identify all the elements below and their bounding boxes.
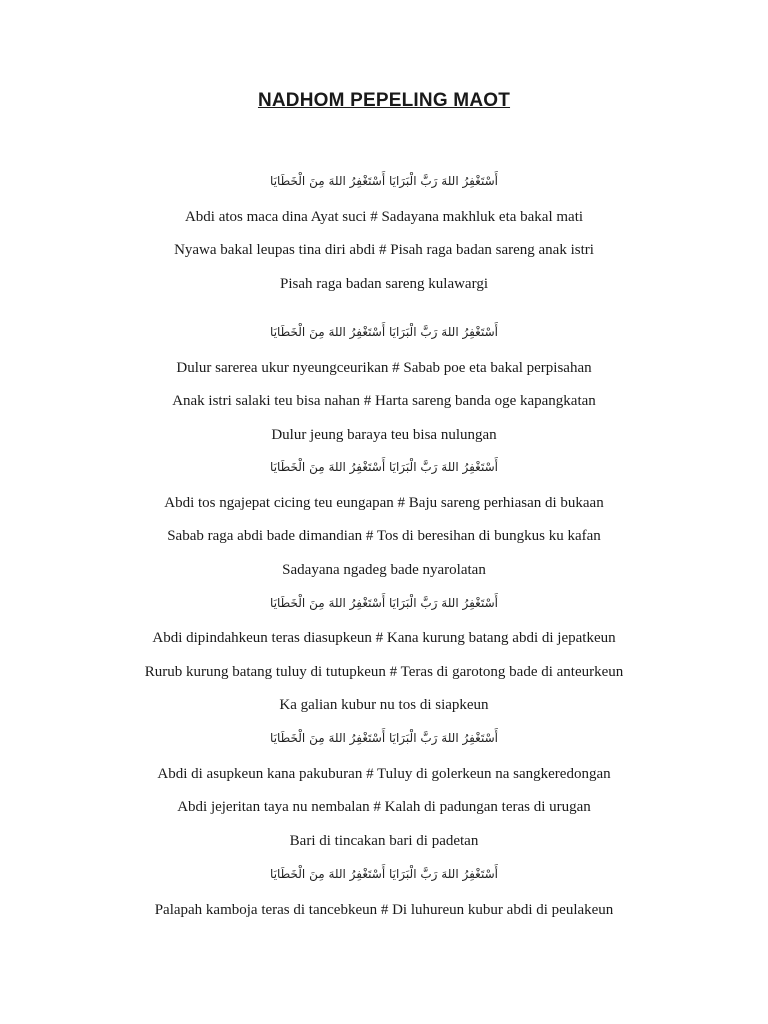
verse-line: Sadayana ngadeg bade nyarolatan xyxy=(282,562,486,578)
verse-line: Dulur jeung baraya teu bisa nulungan xyxy=(271,427,497,443)
arabic-refrain: أَسْتَغْفِرُ اللهَ رَبَّ الْبَرَايَا أَسْتَغْفِرُ اللهَ مِنَ الْخَطَايَا xyxy=(270,596,498,610)
verse-line: Abdi di asupkeun kana pakuburan # Tuluy di golerkeun na sangkeredongan xyxy=(157,766,611,782)
verse-line: Nyawa bakal leupas tina diri abdi # Pisah raga badan sareng anak istri xyxy=(174,242,594,258)
verse-line: Rurub kurung batang tuluy di tutupkeun # Teras di garotong bade di anteurkeun xyxy=(144,664,624,680)
arabic-refrain: أَسْتَغْفِرُ اللهَ رَبَّ الْبَرَايَا أَسْتَغْفِرُ اللهَ مِنَ الْخَطَايَا xyxy=(270,325,498,339)
verse-line: Ka galian kubur nu tos di siapkeun xyxy=(279,697,489,713)
arabic-refrain: أَسْتَغْفِرُ اللهَ رَبَّ الْبَرَايَا أَسْتَغْفِرُ اللهَ مِنَ الْخَطَايَا xyxy=(270,174,498,188)
arabic-refrain: أَسْتَغْفِرُ اللهَ رَبَّ الْبَرَايَا أَسْتَغْفِرُ اللهَ مِنَ الْخَطَايَا xyxy=(270,731,498,745)
verse-line: Dulur sarerea ukur nyeungceurikan # Sabab poe eta bakal perpisahan xyxy=(176,360,592,376)
verse-line: Abdi atos maca dina Ayat suci # Sadayana makhluk eta bakal mati xyxy=(184,209,584,225)
verse-line: Anak istri salaki teu bisa nahan # Harta sareng banda oge kapangkatan xyxy=(172,393,596,409)
verse-line: Palapah kamboja teras di tancebkeun # Di luhureun kubur abdi di peulakeun xyxy=(154,902,614,918)
arabic-refrain: أَسْتَغْفِرُ اللهَ رَبَّ الْبَرَايَا أَسْتَغْفِرُ اللهَ مِنَ الْخَطَايَا xyxy=(270,867,498,881)
verse-line: Bari di tincakan bari di padetan xyxy=(289,833,479,849)
verse-line: Sabab raga abdi bade dimandian # Tos di beresihan di bungkus ku kafan xyxy=(167,528,601,544)
arabic-refrain: أَسْتَغْفِرُ اللهَ رَبَّ الْبَرَايَا أَسْتَغْفِرُ اللهَ مِنَ الْخَطَايَا xyxy=(270,460,498,474)
document-title: NADHOM PEPELING MAOT xyxy=(257,90,511,111)
verse-line: Pisah raga badan sareng kulawargi xyxy=(280,276,488,292)
verse-line: Abdi jejeritan taya nu nembalan # Kalah di padungan teras di urugan xyxy=(177,799,591,815)
verse-line: Abdi tos ngajepat cicing teu eungapan # Baju sareng perhiasan di bukaan xyxy=(164,495,604,511)
verse-line: Abdi dipindahkeun teras diasupkeun # Kana kurung batang abdi di jepatkeun xyxy=(152,630,616,646)
